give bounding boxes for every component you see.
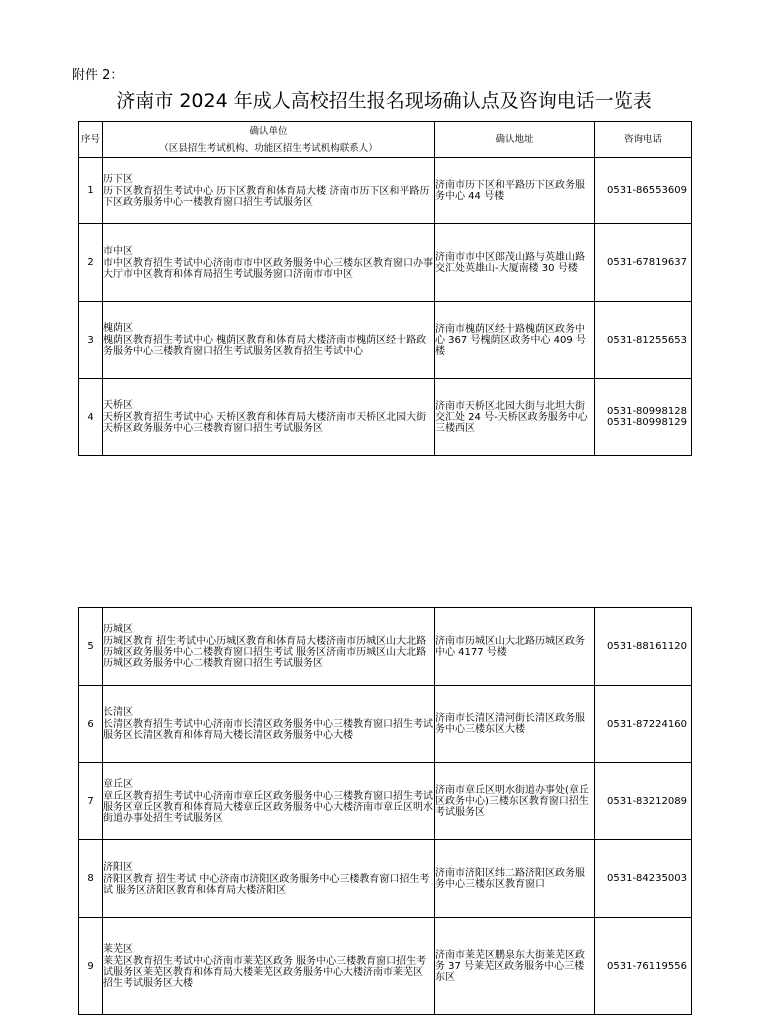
row-no: 4 [79, 379, 103, 456]
row-district: 历城区 [103, 624, 133, 635]
row-addr: 济南市历城区山大北路历城区政务中心 4177 号楼 [435, 608, 595, 686]
row-unit-name: 莱芜区教育招生考试中心济南市莱芜区政务 服务中心三楼教育窗口招生考试服务区莱芜区教育和体育局大楼莱芜区政务服务中心大楼济南市莱芜区 招生考试服务区大楼 [103, 955, 427, 989]
row-district: 莱芜区 [103, 943, 133, 955]
table-row [79, 686, 692, 763]
row-no: 7 [79, 763, 103, 840]
header-tel: 咨询电话 [595, 122, 692, 158]
row-unit-name: 槐荫区教育招生考试中心 槐荫区教育和体育局大楼济南市槐荫区经十路政务服务中心三楼教育窗口招生考试服务区教育招生考试中心 [103, 335, 427, 357]
table-row [79, 918, 692, 1015]
row-unit-name: 历城区教育 招生考试中心历城区教育和体育局大楼济南市历城区山大北路历城区政务服务中心二楼教育窗口招生考试 服务区济南市历城区山大北路历城区政务服务中心二楼教育窗口招生考试服务区 [103, 636, 427, 669]
row-district: 槐荫区 [103, 323, 133, 334]
row-addr: 济南市天桥区北园大街与北坦大街交汇处 24 号-天桥区政务服务中心三楼西区 [435, 379, 595, 456]
row-tel: 0531-81255653 [595, 302, 692, 379]
row-tel: 0531-84235003 [595, 840, 692, 918]
table-row [79, 379, 692, 456]
row-tel: 0531-88161120 [595, 608, 692, 686]
row-no: 2 [79, 224, 103, 302]
row-tel: 0531-83212089 [595, 763, 692, 840]
document-title: 济南市 2024 年成人高校招生报名现场确认点及咨询电话一览表 [116, 90, 652, 112]
row-addr: 济南市章丘区明水街道办事处(章丘区政务中心)三楼东区教育窗口招生考试服务区 [435, 763, 595, 840]
row-addr: 济南市长清区清河街长清区政务服务中心三楼东区大楼 [435, 686, 595, 763]
table-row [79, 608, 692, 686]
row-district: 长清区 [103, 707, 133, 718]
row-addr: 济南市槐荫区经十路槐荫区政务中心 367 号槐荫区政务中心 409 号楼 [435, 302, 595, 379]
confirmation-table-part-1 [78, 121, 692, 456]
header-unit [103, 122, 435, 158]
row-unit [103, 224, 435, 302]
row-unit-name: 长清区教育招生考试中心济南市长清区政务服务中心三楼教育窗口招生考试服务区长清区教育和体育局大楼长清区政务服务中心大楼 [103, 719, 433, 741]
row-tel: 0531-67819637 [595, 224, 692, 302]
row-addr: 济南市济阳区纬二路济阳区政务服务中心三楼东区教育窗口 [435, 840, 595, 918]
row-unit [103, 379, 435, 456]
row-tel: 0531-80998128 0531-80998129 [595, 379, 692, 456]
table-header-row [79, 122, 692, 158]
row-unit-name: 市中区教育招生考试中心济南市市中区政务服务中心三楼东区教育窗口办事大厅市中区教育和体育局招生考试服务窗口济南市市中区 [103, 257, 433, 280]
header-no: 序号 [79, 122, 103, 158]
row-district: 章丘区 [103, 778, 133, 790]
row-unit [103, 918, 435, 1015]
row-unit-name: 天桥区教育招生考试中心 天桥区教育和体育局大楼济南市天桥区北园大街天桥区政务服务中心三楼教育窗口招生考试服务区 [103, 412, 427, 434]
row-unit-name: 章丘区教育招生考试中心济南市章丘区政务服务中心三楼教育窗口招生考试服务区章丘区教育和体育局大楼章丘区政务服务中心大楼济南市章丘区明水街道办事处招生考试服务区 [103, 790, 433, 824]
table-row [79, 158, 692, 224]
row-unit [103, 763, 435, 840]
row-district: 天桥区 [103, 400, 133, 411]
row-no: 3 [79, 302, 103, 379]
row-tel: 0531-86553609 [595, 158, 692, 224]
row-no: 9 [79, 918, 103, 1015]
table-row [79, 840, 692, 918]
row-unit [103, 302, 435, 379]
header-addr: 确认地址 [435, 122, 595, 158]
confirmation-table-part-2 [78, 607, 692, 1015]
row-no: 1 [79, 158, 103, 224]
row-addr: 济南市市中区郎茂山路与英雄山路交汇处英雄山-大厦南楼 30 号楼 [435, 224, 595, 302]
row-district: 市中区 [103, 245, 133, 257]
row-no: 6 [79, 686, 103, 763]
row-unit-name: 历下区教育招生考试中心 历下区教育和体育局大楼 济南市历下区和平路历下区政务服务中心一楼教育窗口招生考试服务区 [103, 185, 430, 208]
attachment-label: 附件 2： [72, 68, 124, 83]
row-tel: 0531-76119556 [595, 918, 692, 1015]
table-row [79, 224, 692, 302]
row-addr: 济南市历下区和平路历下区政务服务中心 44 号楼 [435, 158, 595, 224]
row-unit [103, 608, 435, 686]
header-unit-line1: 确认单位 [249, 125, 288, 137]
row-no: 8 [79, 840, 103, 918]
row-tel: 0531-87224160 [595, 686, 692, 763]
row-unit [103, 840, 435, 918]
row-unit [103, 686, 435, 763]
row-district: 济阳区 [103, 861, 133, 873]
row-addr: 济南市莱芜区鹏泉东大街莱芜区政务 37 号莱芜区政务服务中心三楼东区 [435, 918, 595, 1015]
row-unit-name: 济阳区教育 招生考试 中心济南市济阳区政务服务中心三楼教育窗口招生考试 服务区济阳区教育和体育局大楼济阳区 [103, 873, 430, 896]
header-unit-line2: （区县招生考试机构、功能区招生考试机构联系人） [159, 142, 378, 154]
table-row [79, 302, 692, 379]
table-row [79, 763, 692, 840]
row-unit [103, 158, 435, 224]
row-no: 5 [79, 608, 103, 686]
row-district: 历下区 [103, 173, 133, 185]
